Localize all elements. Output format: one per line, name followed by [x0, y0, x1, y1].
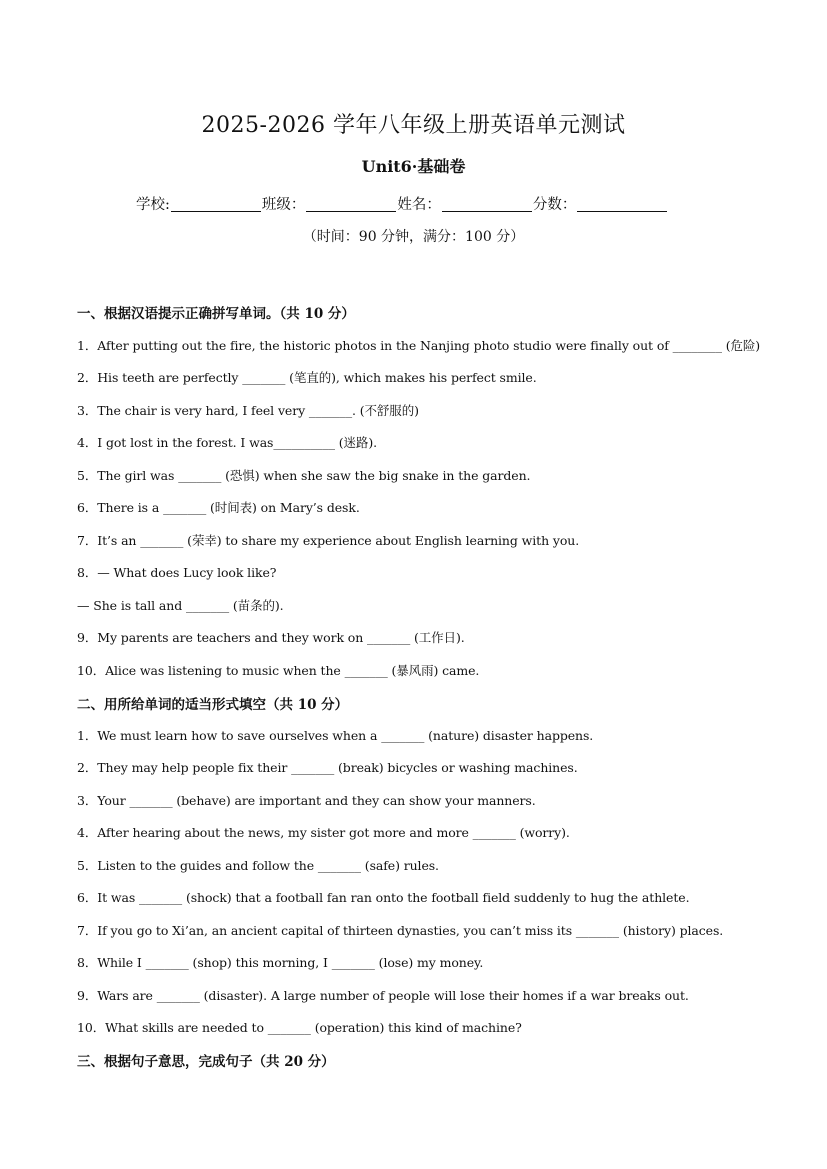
- class-blank: [306, 195, 396, 212]
- s1-question-3: 3．The chair is very hard, I feel very _______. (不舒服的): [77, 403, 419, 418]
- name-blank: [442, 195, 532, 212]
- s1-question-9: 9．My parents are teachers and they work on _______ (工作日).: [77, 630, 465, 645]
- s1-question-5: 5．The girl was _______ (恐惧) when she saw the big snake in the garden.: [77, 468, 531, 483]
- s2-question-5: 5．Listen to the guides and follow the _______ (safe) rules.: [77, 858, 439, 873]
- s1-question-6: 6．There is a _______ (时间表) on Mary’s desk.: [77, 500, 360, 515]
- section-3-title: 三、根据句子意思，完成句子（共 20 分）: [77, 1054, 335, 1070]
- s1-question-8: 8．— What does Lucy look like?: [77, 565, 277, 580]
- school-label: 学校:: [136, 197, 170, 213]
- s2-question-9: 9．Wars are _______ (disaster). A large number of people will lose their homes if a war breaks out.: [77, 988, 689, 1003]
- s1-question-10: 10．Alice was listening to music when the _______ (暴风雨) came.: [77, 663, 480, 678]
- s1-question-8-answer: — She is tall and _______ (苗条的).: [77, 598, 284, 613]
- score-blank: [577, 195, 667, 212]
- page-subtitle: Unit6·基础卷: [361, 157, 466, 176]
- s1-question-2: 2．His teeth are perfectly _______ (笔直的), which makes his perfect smile.: [77, 370, 537, 385]
- s2-question-10: 10．What skills are needed to _______ (operation) this kind of machine?: [77, 1020, 522, 1035]
- s2-question-6: 6．It was _______ (shock) that a football fan ran onto the football field suddenly to hug the athlete.: [77, 890, 690, 905]
- name-label: 姓名：: [397, 197, 441, 213]
- s2-question-2: 2．They may help people fix their _______ (break) bicycles or washing machines.: [77, 760, 578, 775]
- section-1-title: 一、根据汉语提示正确拼写单词。（共 10 分）: [77, 306, 355, 322]
- score-label: 分数：: [532, 197, 577, 213]
- s1-question-4: 4．I got lost in the forest. I was__________ (迷路).: [77, 435, 377, 450]
- class-label: 班级：: [261, 197, 306, 213]
- s2-question-4: 4．After hearing about the news, my sister got more and more _______ (worry).: [77, 825, 570, 840]
- s1-question-1: 1．After putting out the fire, the historic photos in the Nanjing photo studio were finally out of ________ (危险): [77, 338, 761, 353]
- page-title: 2025-2026 学年八年级上册英语单元测试: [201, 113, 626, 138]
- school-blank: [171, 195, 261, 212]
- s2-question-3: 3．Your _______ (behave) are important and they can show your manners.: [77, 793, 536, 808]
- s2-question-1: 1．We must learn how to save ourselves when a _______ (nature) disaster happens.: [77, 728, 594, 743]
- student-info-line: [136, 193, 696, 214]
- section-2-title: 二、用所给单词的适当形式填空（共 10 分）: [77, 697, 349, 713]
- time-info: （时间：90 分钟，满分：100 分）: [302, 229, 525, 245]
- s2-question-8: 8．While I _______ (shop) this morning, I _______ (lose) my money.: [77, 955, 484, 970]
- s2-question-7: 7．If you go to Xi’an, an ancient capital of thirteen dynasties, you can’t miss its _______ (history) places.: [77, 923, 724, 938]
- s1-question-7: 7．It’s an _______ (荣幸) to share my experience about English learning with you.: [77, 533, 580, 548]
